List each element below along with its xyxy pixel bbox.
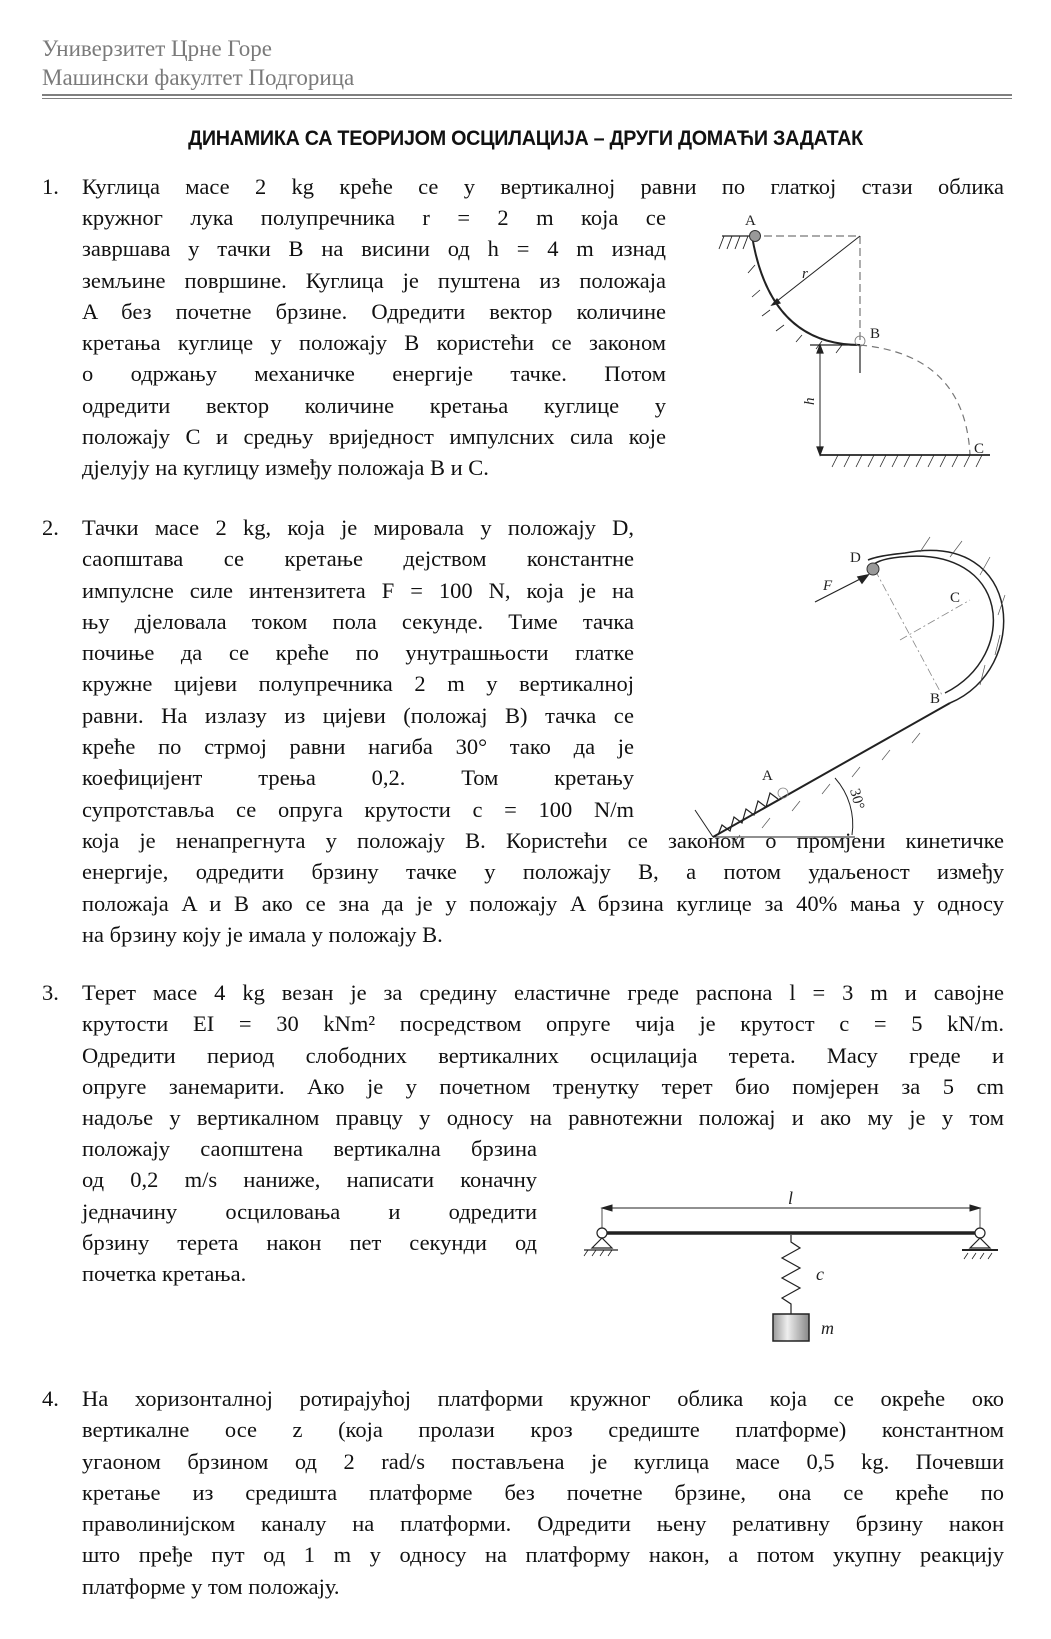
radius-line [772, 236, 860, 305]
text-line: почиње да се креће по унутрашњости глатке [82, 640, 634, 666]
text-line: равни. На излазу из цијеви (положај B) тачка се [82, 702, 634, 728]
task-text [82, 512, 634, 825]
text-line: брзину терета након пет секунди од [82, 1229, 537, 1255]
right-support [970, 1238, 990, 1248]
task-number: 3. [42, 980, 59, 1005]
label-c: c [816, 1264, 824, 1284]
text-line: A без почетне брзине. Одредити вектор количине [82, 298, 666, 324]
label-b: B [930, 691, 941, 707]
text-line: земљине површине. Куглица је пуштена из положаја [82, 267, 666, 293]
text-line: супротставља се опруга крутости c = 100 N/m [82, 796, 634, 822]
figure-circular-arc-track [710, 215, 1000, 475]
text-line: која је ненапрегнута у положају B. Користећи се законом о промјени кинетичке [82, 828, 1004, 853]
label-a: A [745, 215, 756, 229]
text-line: дјелују на куглицу између положаја B и C. [82, 455, 489, 481]
task-text [82, 171, 1004, 202]
text-line: Одредити период слободних вертикалних осцилација терета. Масу греде и [82, 1042, 1004, 1068]
label-angle: 30° [846, 786, 868, 812]
text-line: платформе у том положају. [82, 1573, 340, 1599]
task-number: 1. [42, 174, 59, 199]
text-line: На хоризонталној ротирајућој платформи кружног облика која се окреће око [82, 1386, 1004, 1411]
text-line: кретања куглице у положају B користећи се законом [82, 330, 666, 356]
task-text [82, 202, 666, 484]
faculty-name: Машински факултет Подгорица [42, 65, 355, 90]
text-line: на брзину коју је имала у положају B. [82, 921, 443, 947]
arc-track [752, 236, 860, 345]
text-line: креће по стрмој равни нагиба 30° тако да је [82, 734, 634, 760]
label-f: F [823, 578, 833, 594]
text-line: опруге занемарити. Ако је у почетном тренутку терет био помјерен за 5 cm [82, 1073, 1004, 1099]
incline [713, 703, 950, 837]
text-line: једначину осциловања и одредити [82, 1198, 537, 1224]
text-line: положају C и средњу вриједност импулсних сила које [82, 424, 666, 450]
text-line: кружне цијеви полупречника 2 m у вертикалној [82, 671, 634, 697]
label-b: B [870, 326, 881, 342]
text-line: положају саопштена вертикална брзина [82, 1136, 537, 1161]
text-line: коефицијент трења 0,2. Том кретању [82, 765, 634, 791]
document-title: ДИНАМИКА СА ТЕОРИЈОМ ОСЦИЛАЦИЈА – ДРУГИ ДОМАЋИ ЗАДАТАК [188, 127, 863, 150]
ground-hatch [719, 236, 748, 249]
label-r: r [802, 266, 808, 282]
tube-inner [870, 556, 993, 693]
text-line: надоље у вертикалном правцу у односу на равнотежни положај и ако му је у том [82, 1105, 1004, 1131]
text-line: њу дјеловала током пола секунде. Тиме тачка [82, 608, 634, 634]
text-line: енергије, одредити брзину тачке у положају B, а потом удаљеност између [82, 859, 1004, 885]
text-line: импулсне силе интензитета F = 100 N, која је на [82, 577, 634, 603]
text-line: положаја A и B ако се зна да је у положају A брзина куглице за 40% мања у односу [82, 890, 1004, 916]
label-a: A [762, 768, 773, 784]
text-line: саопштава се кретање дејством константне [82, 546, 634, 572]
text-line: угаоном брзином од 2 rad/s постављена је куглица масе 0,5 kg. Почевши [82, 1448, 1004, 1474]
label-m: m [821, 1318, 834, 1338]
label-c: C [950, 590, 961, 606]
document-header [42, 34, 1012, 92]
text-line: што пређе пут од 1 m у односу на платформу након, а потом укупну реакцију [82, 1542, 1004, 1568]
text-line: о одржању механичке енергије тачке. Потом [82, 361, 666, 387]
text-line: почетка кретања. [82, 1261, 247, 1287]
task-text [82, 1133, 537, 1289]
text-line: вертикалне осе z (која пролази кроз средиште платформе) константном [82, 1417, 1004, 1443]
figure-tube-incline [680, 535, 1010, 845]
spring [718, 793, 778, 835]
text-line: Куглица масе 2 kg креће се у вертикалној равни по глаткој стази облика [82, 174, 1004, 199]
task-text [82, 1383, 1004, 1602]
trajectory [860, 345, 970, 455]
label-c: C [974, 441, 985, 457]
header-rule [42, 94, 1012, 99]
ball-icon [750, 231, 761, 242]
text-line: крутости EI = 30 kNm² посредством опруге чија је крутост c = 5 kN/m. [82, 1011, 1004, 1037]
text-line: кружног лука полупречника r = 2 m која се [82, 205, 666, 230]
mass-block [773, 1314, 809, 1341]
label-l: l [788, 1190, 794, 1208]
left-support [592, 1238, 612, 1248]
task-text [82, 977, 1004, 1133]
label-d: D [850, 550, 861, 566]
text-line: праволинијском каналу на платформи. Одредити њену релативну брзину након [82, 1511, 1004, 1537]
figure-beam-spring-mass [570, 1190, 1010, 1350]
university-name: Универзитет Црне Горе [42, 36, 272, 61]
text-line: одредити вектор количине кретања куглице у [82, 392, 666, 418]
label-h: h [802, 397, 818, 405]
task-number: 4. [42, 1386, 59, 1411]
task-number: 2. [42, 515, 59, 540]
text-line: Терет масе 4 kg везан је за средину еластичне греде распона l = 3 m и савојне [82, 980, 1004, 1005]
text-line: Тачки масе 2 kg, која је мировала у положају D, [82, 515, 634, 540]
text-line: завршава у тачки B на висини од h = 4 m изнад [82, 236, 666, 262]
spring [782, 1235, 800, 1314]
ball-icon [867, 563, 879, 575]
text-line: кретање из средишта платформе без почетне брзине, она се креће по [82, 1479, 1004, 1505]
tube-outer [868, 550, 1004, 703]
text-line: од 0,2 m/s наниже, написати коначну [82, 1167, 537, 1193]
